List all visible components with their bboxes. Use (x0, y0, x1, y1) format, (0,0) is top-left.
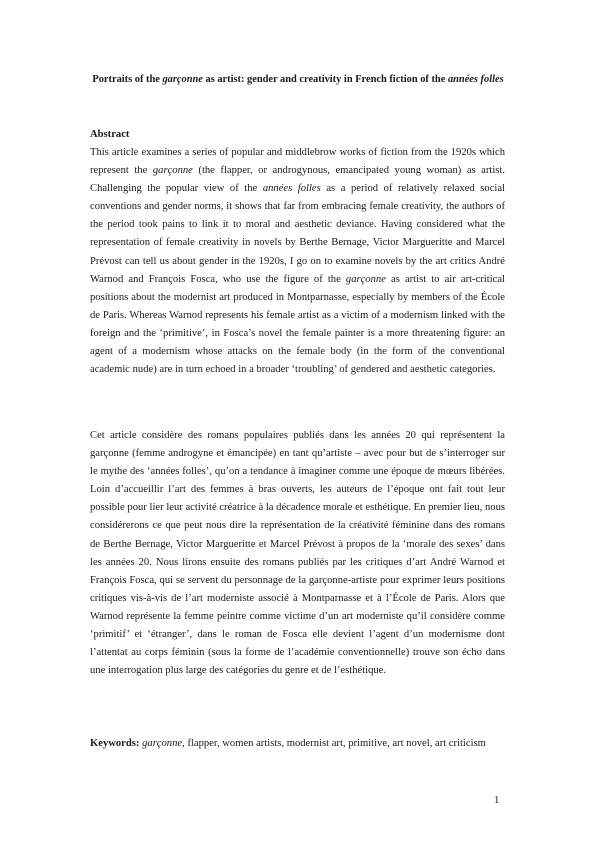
abstract-en-garconne-2: garçonne (345, 273, 386, 285)
title-part-1: Portraits of the (92, 74, 163, 85)
abstract-heading: Abstract (90, 129, 130, 140)
abstract-en-s3: as a period of relatively relaxed social conventions and gender norms, it shows that far from embracing female creativity, the authors of the period took pains to link it to moral and aesthetic deviance. Having considered what the representation of female creativity in novels by Berthe Bernage, Victor Margueritte and Marcel Prévost can tell us about gender in the 1920s, I go on to examine novels by the art critics André Warnod and François Fosca, who use the figure of the (90, 183, 505, 285)
abstract-en-garconne: garçonne (152, 165, 193, 177)
title-annees-folles: années folles (447, 74, 504, 85)
title-garconne: garçonne (162, 74, 203, 85)
abstract-en-s4: as artist to air art-critical positions about the modernist art produced in Montparnasse, especially by members of the École de Paris. Whereas Warnod represents his female artist as a victim of a modernism linked with the foreign and the ‘primitive’, in Fosca’s novel the female painter is a more threatening figure: an agent of a modernism whose attacks on the female body (in the form of the conventional academic nude) are in turn echoed in a broader ‘troubling’ of gendered and aesthetic categories. (90, 273, 505, 376)
keywords-rest: , flapper, women artists, modernist art, primitive, art novel, art criticism (182, 738, 486, 749)
title-part-2: as artist: gender and creativity in French fiction of the (202, 74, 448, 85)
keywords-line (90, 737, 510, 751)
page-number: 1 (494, 795, 500, 806)
abstract-en-s2: (the flapper, or androgynous, emancipated young woman) as artist. Challenging the popular view of the (90, 165, 506, 195)
abstract-en-s1: This article examines a series of popular and middlebrow works of fiction from the 1920s which represent the (90, 147, 505, 177)
keyword-garconne: garçonne (142, 738, 183, 749)
paper-title (88, 69, 508, 90)
abstract-english (90, 144, 505, 379)
abstract-french: Cet article considère des romans populaires publiés dans les années 20 qui représentent la garçonne (femme androgyne et émancipée) en tant qu’artiste – avec pour but de s’interroger sur le mythe des ‘années folles’, qu’on a tendance à imaginer comme une époque de mœurs libérées. Loin d’accueillir l’art des femmes à bras ouverts, les auteurs de l’époque ont fait tout leur possible pour lier leur activité créatrice à la décadence morale et esthétique. En premier lieu, nous considérerons ce que peut nous dire la représentation de la créativité féminine dans des romans de Berthe Bernage, Victor Margueritte et Marcel Prévost à propos de la ‘morale des sexes’ dans les années 20. Nous lirons ensuite des romans publiés par les critiques d’art André Warnod et François Fosca, qui se servent du personnage de la garçonne-artiste pour exprimer leurs positions critiques vis-à-vis de l’art moderniste associé à Montparnasse et à l’École de Paris. Alors que Warnod représente la femme peintre comme victime d’un art moderniste qu’il considère comme ‘primitif’ et ‘étranger’, dans le roman de Fosca elle devient l’agent d’un modernisme dont l’attentat au corps féminin (sous la forme de l’académie conventionnelle) trouve son écho dans une interrogation plus large des catégories du genre et de l’esthétique. (90, 430, 505, 677)
abstract-en-annees-folles: années folles (262, 183, 321, 195)
keywords-label: Keywords: (90, 738, 140, 749)
